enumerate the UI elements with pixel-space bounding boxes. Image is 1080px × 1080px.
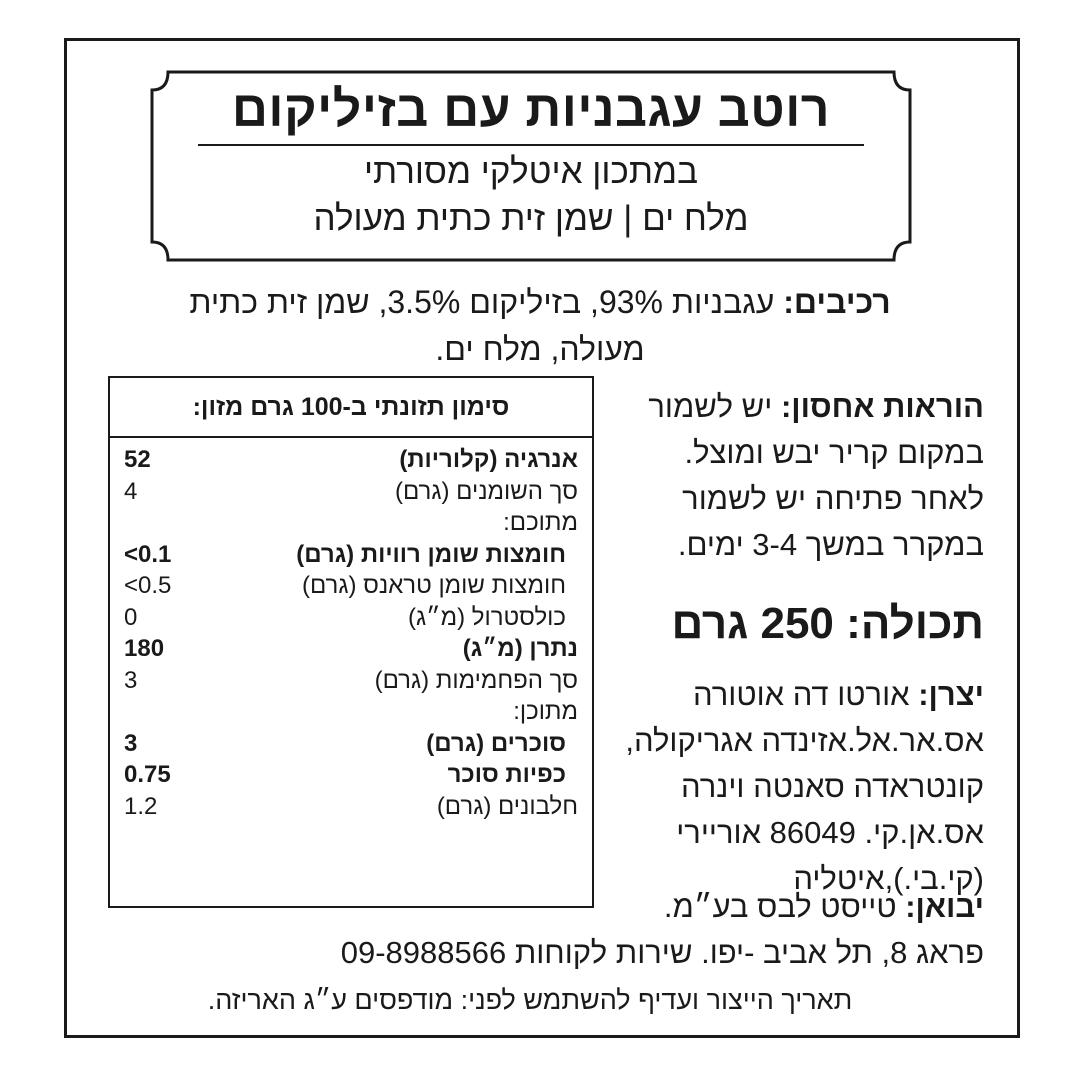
importer-label: יבואן: <box>905 889 984 924</box>
nutrition-row-sugars <box>110 728 592 760</box>
nutrition-row-sugar-teaspoons <box>110 759 592 791</box>
ingredients-section <box>140 279 940 373</box>
nutrient-value: 3 <box>124 729 138 757</box>
nutrition-table <box>108 376 594 908</box>
nutrient-value: <0.5 <box>124 572 172 599</box>
nutrition-row-cholesterol <box>110 602 592 634</box>
right-column <box>606 384 984 902</box>
nutrient-name: סך הפחמימות (גרם) <box>374 666 578 694</box>
nutrient-value: 4 <box>124 477 138 505</box>
ingredients-text: עגבניות 93%, בזיליקום 3.5%, שמן זית כתית מעולה, מלח ים. <box>189 284 775 367</box>
date-notice: תאריך הייצור ועדיף להשתמש לפני: מודפסים ע״ג האריזה. <box>207 985 853 1015</box>
nutrient-name: חומצות שומן רוויות (גרם) <box>296 540 566 568</box>
nutrient-value: 180 <box>124 635 165 662</box>
storage-text: יש לשמור במקום קריר יבש ומוצל. לאחר פתיחה יש לשמור במקרר במשך 3-4 ימים. <box>648 389 984 562</box>
nutrition-rows <box>110 444 592 822</box>
nutrient-name: מתוכן: <box>513 698 578 725</box>
ingredients-label: רכיבים: <box>783 284 891 320</box>
product-title: רוטב עגבניות עם בזיליקום <box>231 81 831 137</box>
importer-section <box>600 884 984 930</box>
importer-text: טייסט לבס בע״מ. <box>663 889 897 924</box>
storage-instructions <box>606 384 984 568</box>
nutrition-row-of-which-carbs <box>110 696 592 728</box>
nutrition-row-protein <box>110 791 592 823</box>
nutrient-value: 0 <box>124 603 138 631</box>
nutrient-name: חומצות שומן טראנס (גרם) <box>301 572 566 599</box>
nutrition-row-of-which <box>110 507 592 539</box>
nutrient-name: סך השומנים (גרם) <box>395 477 578 505</box>
importer-address: פראג 8, תל אביב -יפו. שירות לקוחות 09-8988566 <box>340 935 984 970</box>
nutrient-value: 0.75 <box>124 761 171 788</box>
net-weight: תכולה: 250 גרם <box>671 599 984 648</box>
title-divider <box>198 144 864 146</box>
nutrient-name: כולסטרול (מ״ג) <box>407 603 566 631</box>
nutrition-row-trans-fat <box>110 570 592 602</box>
nutrition-row-total-carbs <box>110 665 592 697</box>
nutrition-row-total-fat <box>110 476 592 508</box>
nutrient-name: נתרן (מ״ג) <box>462 635 578 662</box>
subtitle-ingredients: מלח ים | שמן זית כתית מעולה <box>313 199 749 238</box>
nutrition-row-sodium <box>110 633 592 665</box>
manufacturer-text: אורטו דה אוטורה אס.אר.אל.אזינדה אגריקולה, קונטראדה סאנטה וינרה אס.אן.קי. 86049 אוריירי (קי.בי.),איטליה <box>625 677 984 896</box>
nutrient-name: סוכרים (גרם) <box>426 729 566 757</box>
nutrient-name: כפיות סוכר <box>447 761 566 788</box>
nutrient-value: 1.2 <box>124 792 158 820</box>
nutrient-value: <0.1 <box>124 540 172 568</box>
nutrition-row-energy <box>110 444 592 476</box>
nutrient-name: מתוכם: <box>503 509 578 536</box>
storage-label: הוראות אחסון: <box>780 389 984 424</box>
nutrition-title: סימון תזונתי ב-100 גרם מזון: <box>110 378 592 438</box>
subtitle-recipe: במתכון איטלקי מסורתי <box>363 152 699 191</box>
nutrient-name: אנרגיה (קלוריות) <box>399 446 578 473</box>
nutrient-name: חלבונים (גרם) <box>436 792 578 820</box>
manufacturer-section <box>606 672 984 902</box>
manufacturer-label: יצרן: <box>918 677 984 712</box>
nutrient-value: 52 <box>124 446 151 473</box>
nutrient-value: 3 <box>124 666 138 694</box>
nutrition-row-saturated-fat <box>110 539 592 571</box>
